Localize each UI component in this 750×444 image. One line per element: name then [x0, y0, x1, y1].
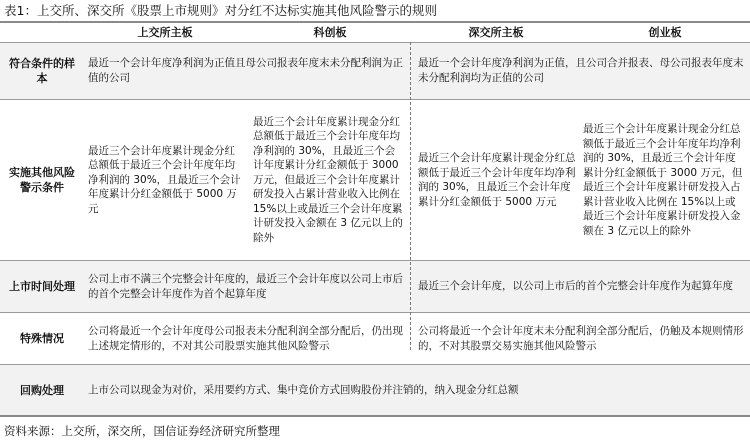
cell-special-sse: 公司将最近一个会计年度母公司报表未分配利润全部分配后，仍出现上述规定情形的，不对其公司股票实施其他风险警示 [88, 325, 403, 352]
cell-conditions-sse-main: 最近三个会计年度累计现金分红总额低于最近三个会计年度年均净利润的 30%，且最近三个会计年度累计分红金额低于 5000 万元 [88, 144, 241, 215]
bottom-rule [0, 415, 750, 417]
cell-conditions-chinext: 最近三个会计年度累计现金分红总额低于最近三个会计年度年均净利润的 30%，且最近三个会计年度累计分红金额低于 3000 万元，但最近三个会计年度累计研发投入占累计营业收入比例在 15%以上或最近三个会计年度累计研发投入金额在 3 亿元以上的除外 [583, 123, 743, 237]
cell-conditions-star: 最近三个会计年度累计现金分红总额低于最近三个会计年度年均净利润的 30%，且最近三个会计年度累计分红金额低于 3000 万元，但最近三个会计年度累计研发投入占累计营业收入比例在 15%以上或最近三个会计年度累计研发投入金额在 3 亿元以上的除外 [253, 115, 403, 244]
cell-timing-szse: 最近三个会计年度，以公司上市后的首个完整会计年度作为起算年度 [418, 280, 733, 293]
header-chinext: 创业板 [648, 26, 682, 39]
header-szse-main: 深交所主板 [468, 26, 524, 39]
cell-eligible-szse: 最近一个会计年度净利润为正值，且公司合并报表、母公司报表年度末未分配利润均为正值的公司 [418, 57, 744, 84]
cell-eligible-sse: 最近一个会计年度净利润为正值且母公司报表年度末未分配利润为正值的公司 [88, 57, 403, 84]
label-risk-warning-conditions: 实施其他风险警示条件 [9, 166, 75, 194]
cell-buyback: 上市公司以现金为对价，采用要约方式、集中竞价方式回购股份并注销的，纳入现金分红总额 [88, 383, 519, 396]
cell-special-szse: 公司将最近一个会计年度末未分配利润全部分配后，仍触及本规则情形的，不对其股票交易实施其他风险警示 [418, 325, 744, 352]
label-listing-time: 上市时间处理 [9, 280, 75, 293]
label-special-case: 特殊情况 [20, 332, 64, 345]
source-note: 资料来源：上交所，深交所，国信证券经济研究所整理 [4, 424, 280, 438]
exchange-divider [410, 42, 411, 350]
header-sse-main: 上交所主板 [137, 26, 193, 39]
header-star-market: 科创板 [313, 26, 347, 39]
cell-conditions-szse-main: 最近三个会计年度累计现金分红总额低于最近三个会计年度年均净利润的 30%，且最近三个会计年度累计分红金额低于 5000 万元 [418, 152, 576, 208]
top-rule [0, 21, 750, 23]
cell-timing-sse: 公司上市不满三个完整会计年度的，最近三个会计年度以公司上市后的首个完整会计年度作为首个起算年度 [88, 273, 403, 300]
label-buyback: 回购处理 [20, 383, 64, 397]
table-title: 表1：上交所、深交所《股票上市规则》对分红不达标实施其他风险警示的规则 [4, 3, 437, 18]
label-eligible-sample: 符合条件的样本 [9, 56, 75, 85]
